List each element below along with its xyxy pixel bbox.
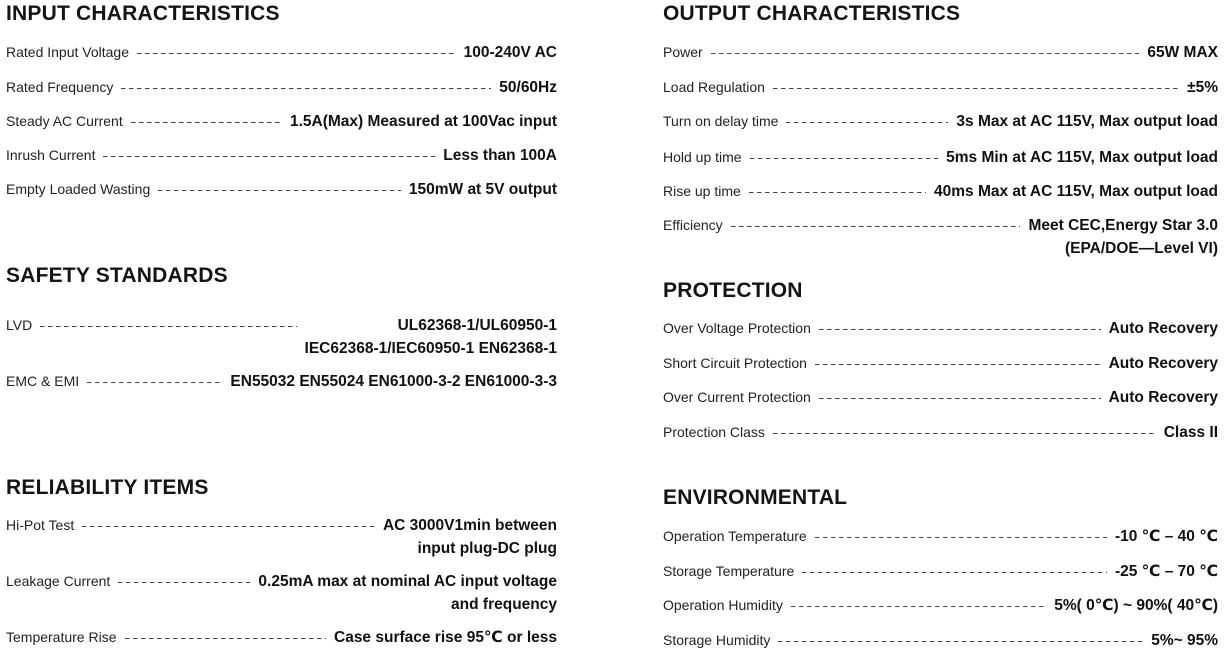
section-title-protection: PROTECTION: [663, 279, 803, 302]
spec-value: 65W MAX: [1147, 44, 1218, 61]
spec-row-storage-temperature: [663, 560, 1218, 583]
spec-label: Operation Temperature: [663, 528, 807, 544]
spec-label: Hold up time: [663, 149, 742, 165]
spec-label: Turn on delay time: [663, 113, 779, 129]
spec-label: Inrush Current: [6, 147, 96, 163]
spec-row-hi-pot-test: [6, 514, 557, 560]
dotted-leader: [815, 352, 1101, 375]
spec-row-short-circuit: [663, 352, 1218, 375]
dotted-leader: [731, 214, 1021, 237]
dotted-leader: [131, 110, 282, 133]
spec-label: Rated Input Voltage: [6, 44, 129, 60]
spec-row-over-current: [663, 386, 1218, 409]
dotted-leader: [158, 178, 401, 201]
spec-row-turn-on-delay: [663, 110, 1218, 133]
dotted-leader: [82, 514, 375, 537]
safety-standards-section: [6, 262, 557, 390]
spec-row-leakage-current: [6, 570, 557, 616]
spec-value: 100-240V AC: [463, 44, 557, 61]
spec-row-over-voltage: [663, 317, 1218, 340]
dotted-leader: [819, 386, 1101, 409]
spec-value: Auto Recovery: [1108, 320, 1218, 337]
spec-value: 150mW at 5V output: [408, 181, 557, 198]
spec-value: 40ms Max at AC 115V, Max output load: [934, 183, 1218, 200]
spec-label: Short Circuit Protection: [663, 355, 807, 371]
spec-label: Protection Class: [663, 424, 765, 440]
spec-label: Rated Frequency: [6, 79, 114, 95]
dotted-leader: [819, 317, 1101, 340]
dotted-leader: [87, 370, 222, 393]
protection-section: [663, 277, 1218, 441]
spec-label: Load Regulation: [663, 79, 765, 95]
spec-row-rise-up-time: [663, 180, 1218, 203]
spec-label: Steady AC Current: [6, 113, 123, 129]
section-title-reliability: RELIABILITY ITEMS: [6, 476, 209, 499]
input-characteristics-section: [6, 0, 557, 198]
spec-value: AC 3000V1min between input plug-DC plug: [382, 517, 557, 557]
spec-row-efficiency: [663, 214, 1218, 260]
dotted-leader: [778, 629, 1143, 652]
spec-value: 5%( 0℃) ~ 90%( 40℃): [1054, 597, 1218, 614]
dotted-leader: [815, 525, 1107, 548]
spec-value: EN55032 EN55024 EN61000-3-2 EN61000-3-3: [230, 373, 557, 390]
dotted-leader: [749, 180, 926, 203]
spec-label: Leakage Current: [6, 573, 111, 589]
spec-row-hold-up-time: [663, 146, 1218, 169]
dotted-leader: [711, 41, 1140, 64]
dotted-leader: [137, 41, 456, 64]
dotted-leader: [750, 146, 939, 169]
spec-label: Temperature Rise: [6, 629, 117, 645]
section-title-environmental: ENVIRONMENTAL: [663, 486, 848, 509]
spec-label: Hi-Pot Test: [6, 517, 75, 533]
spec-row-steady-ac-current: [6, 110, 557, 133]
reliability-items-section: [6, 474, 557, 646]
spec-value: 50/60Hz: [499, 79, 557, 96]
spec-value: ±5%: [1187, 79, 1218, 96]
spec-label: LVD: [6, 317, 33, 333]
dotted-leader: [791, 594, 1046, 617]
spec-row-temperature-rise: [6, 626, 557, 649]
spec-row-inrush-current: [6, 144, 557, 167]
spec-label: Operation Humidity: [663, 597, 783, 613]
environmental-section: [663, 484, 1218, 649]
spec-label: Storage Humidity: [663, 632, 771, 648]
spec-value: Auto Recovery: [1108, 389, 1218, 406]
spec-value: 5ms Min at AC 115V, Max output load: [946, 149, 1218, 166]
section-title-input: INPUT CHARACTERISTICS: [6, 2, 280, 25]
spec-value: UL62368-1/UL60950-1 IEC62368-1/IEC60950-1 EN62368-1: [304, 317, 557, 357]
spec-row-rated-input-voltage: [6, 41, 557, 64]
spec-value: Class II: [1163, 424, 1218, 441]
spec-value: Less than 100A: [443, 147, 557, 164]
spec-row-lvd: [6, 314, 557, 360]
spec-value: 3s Max at AC 115V, Max output load: [956, 113, 1218, 130]
section-title-output: OUTPUT CHARACTERISTICS: [663, 2, 961, 25]
spec-value: -10 ℃ – 40 ℃: [1114, 528, 1218, 545]
dotted-leader: [103, 144, 435, 167]
spec-value: Auto Recovery: [1108, 355, 1218, 372]
dotted-leader: [786, 110, 948, 133]
spec-label: Storage Temperature: [663, 563, 795, 579]
spec-row-protection-class: [663, 421, 1218, 444]
spec-row-load-regulation: [663, 76, 1218, 99]
dotted-leader: [773, 76, 1179, 99]
spec-row-operation-humidity: [663, 594, 1218, 617]
dotted-leader: [802, 560, 1107, 583]
spec-row-emc-emi: [6, 370, 557, 393]
spec-value: 1.5A(Max) Measured at 100Vac input: [289, 113, 557, 130]
spec-value: -25 ℃ – 70 ℃: [1114, 563, 1218, 580]
spec-label: Efficiency: [663, 217, 723, 233]
spec-row-rated-frequency: [6, 76, 557, 99]
spec-label: Empty Loaded Wasting: [6, 181, 151, 197]
spec-value: Case surface rise 95℃ or less: [334, 629, 557, 646]
output-characteristics-section: [663, 0, 1218, 257]
spec-value: 0.25mA max at nominal AC input voltage and frequency: [258, 573, 557, 613]
spec-row-operation-temperature: [663, 525, 1218, 548]
dotted-leader: [40, 314, 296, 337]
section-title-safety: SAFETY STANDARDS: [6, 264, 228, 287]
spec-row-power: [663, 41, 1218, 64]
dotted-leader: [118, 570, 250, 593]
spec-label: Rise up time: [663, 183, 741, 199]
spec-label: Over Current Protection: [663, 389, 811, 405]
spec-value: Meet CEC,Energy Star 3.0 (EPA/DOE—Level VI): [1028, 217, 1218, 257]
spec-label: Over Voltage Protection: [663, 320, 811, 336]
spec-label: Power: [663, 44, 703, 60]
spec-label: EMC & EMI: [6, 373, 80, 389]
dotted-leader: [773, 421, 1156, 444]
spec-row-storage-humidity: [663, 629, 1218, 652]
spec-row-empty-loaded-wasting: [6, 178, 557, 201]
dotted-leader: [125, 626, 327, 649]
dotted-leader: [121, 76, 491, 99]
spec-value: 5%~ 95%: [1151, 632, 1218, 649]
